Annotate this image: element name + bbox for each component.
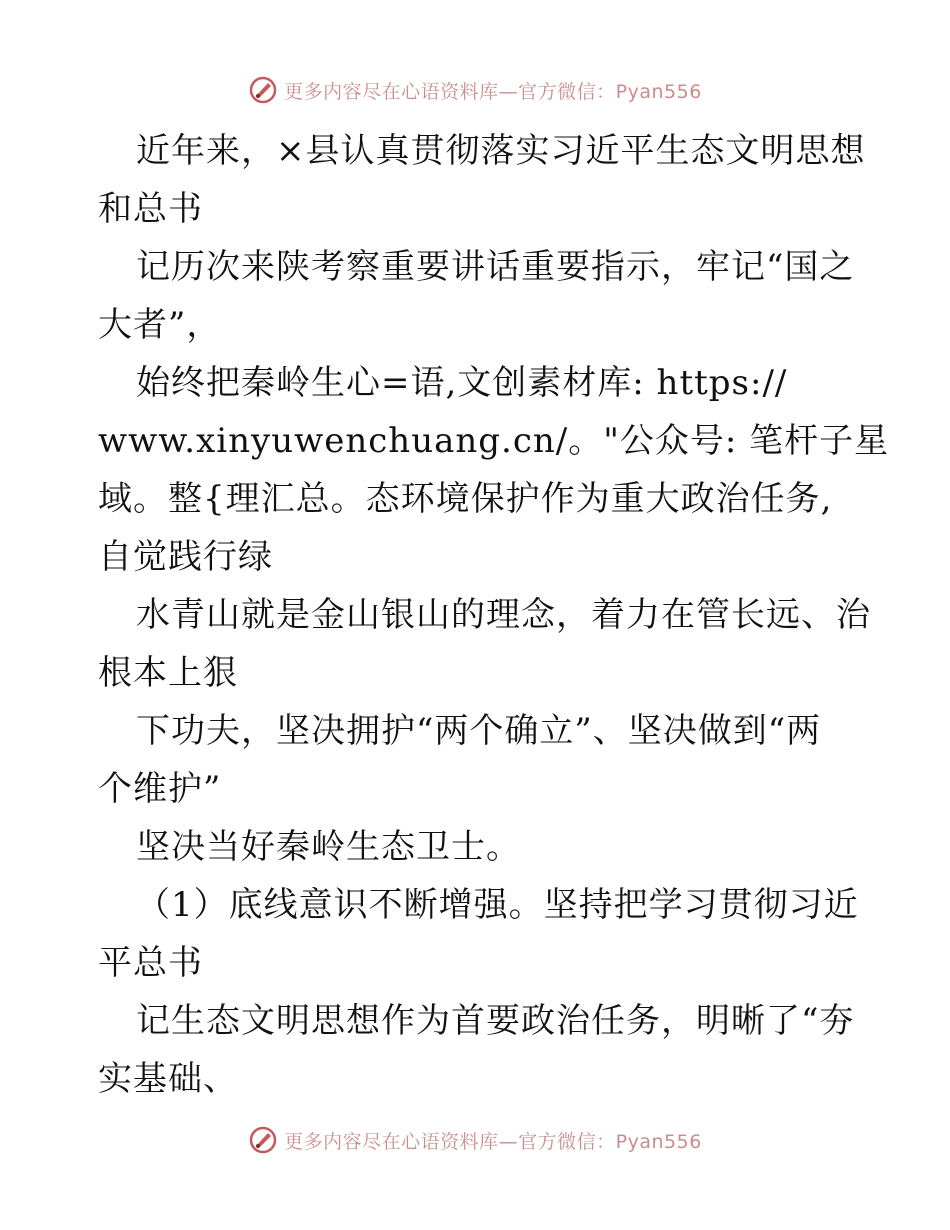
text-line: 坚决当好秦岭生态卫士。 xyxy=(136,827,521,867)
document-body xyxy=(98,122,890,1108)
footer-watermark-banner xyxy=(0,1120,950,1160)
header-watermark-banner xyxy=(0,70,950,110)
text-line: 下功夫，坚决拥护“两个确立”、坚决做到“两 xyxy=(136,711,822,751)
text-line: www.xinyuwenchuang.cn/。"公众号: 笔杆子星 xyxy=(98,421,890,461)
text-line: （1）底线意识不断增强。坚持把学习贯彻习近 xyxy=(136,885,859,925)
text-line: 和总书 xyxy=(98,189,203,229)
watermark-text: 更多内容尽在心语资料库—官方微信：Pyan556 xyxy=(284,80,702,103)
text-line: 平总书 xyxy=(98,943,203,983)
text-line: 自觉践行绿 xyxy=(98,537,273,577)
text-line: 个维护” xyxy=(98,769,222,809)
watermark-text: 更多内容尽在心语资料库—官方微信：Pyan556 xyxy=(284,1130,702,1153)
text-line: 记生态文明思想作为首要政治任务，明晰了“夯 xyxy=(136,1001,855,1041)
brand-logo-icon xyxy=(248,75,278,105)
text-line: 实基础、 xyxy=(98,1059,238,1099)
brand-logo-icon xyxy=(248,1125,278,1155)
text-line: 大者”， xyxy=(98,305,222,345)
text-line: 始终把秦岭生心=语,文创素材库: https:// xyxy=(136,363,788,403)
text-line: 水青山就是金山银山的理念，着力在管长远、治 xyxy=(136,595,871,635)
text-line: 根本上狠 xyxy=(98,653,238,693)
text-line: 域。整{理汇总。态环境保护作为重大政治任务, xyxy=(98,479,833,519)
text-line: 记历次来陕考察重要讲话重要指示，牢记“国之 xyxy=(136,247,855,287)
text-line: 近年来，×县认真贯彻落实习近平生态文明思想 xyxy=(136,131,866,171)
